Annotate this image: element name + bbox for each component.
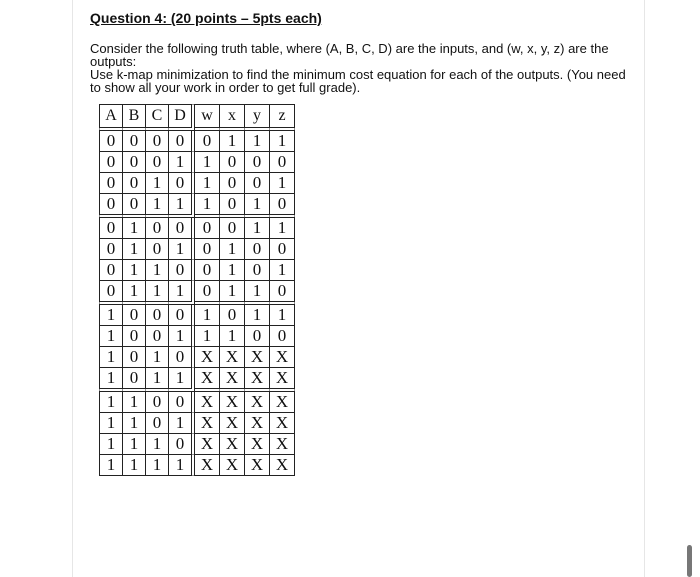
cell-b: 1 [123,413,146,434]
cell-b: 0 [123,152,146,173]
cell-c: 1 [146,260,169,281]
cell-c: 1 [146,194,169,218]
cell-x: X [220,434,245,455]
cell-x: 1 [220,260,245,281]
cell-x: 0 [220,194,245,218]
cell-x: X [220,392,245,413]
cell-z: 0 [270,239,295,260]
cell-b: 0 [123,368,146,392]
scrollbar-thumb[interactable] [687,545,692,577]
question-prompt [90,42,630,94]
header-z: z [270,104,295,131]
table-row [99,455,295,476]
cell-c: 1 [146,434,169,455]
cell-c: 0 [146,392,169,413]
cell-x: 0 [220,152,245,173]
cell-y: X [245,368,270,392]
cell-b: 0 [123,347,146,368]
header-x: x [220,104,245,131]
cell-z: 0 [270,152,295,173]
cell-a: 0 [99,281,123,305]
cell-w: X [195,455,220,476]
cell-z: X [270,347,295,368]
cell-z: X [270,434,295,455]
cell-c: 1 [146,281,169,305]
cell-c: 0 [146,305,169,326]
cell-y: 0 [245,239,270,260]
table-row [99,218,295,239]
cell-y: X [245,455,270,476]
cell-c: 0 [146,152,169,173]
cell-d: 1 [169,413,195,434]
cell-w: 1 [195,305,220,326]
cell-b: 0 [123,194,146,218]
cell-z: 1 [270,260,295,281]
cell-z: 1 [270,305,295,326]
cell-a: 0 [99,194,123,218]
cell-z: X [270,413,295,434]
cell-w: 0 [195,281,220,305]
cell-a: 1 [99,455,123,476]
cell-a: 1 [99,434,123,455]
cell-w: X [195,368,220,392]
cell-z: 0 [270,281,295,305]
table-row [99,326,295,347]
cell-d: 0 [169,260,195,281]
cell-d: 1 [169,368,195,392]
table-row [99,173,295,194]
cell-z: 1 [270,131,295,152]
cell-y: X [245,434,270,455]
table-row [99,194,295,218]
cell-c: 0 [146,326,169,347]
cell-x: 1 [220,239,245,260]
cell-x: X [220,347,245,368]
table-row [99,152,295,173]
cell-b: 1 [123,239,146,260]
table-row [99,260,295,281]
cell-d: 0 [169,173,195,194]
table-row [99,239,295,260]
cell-x: 0 [220,173,245,194]
cell-w: X [195,413,220,434]
table-row [99,347,295,368]
header-d: D [169,104,195,131]
header-c: C [146,104,169,131]
cell-b: 0 [123,305,146,326]
header-a: A [99,104,123,131]
cell-d: 0 [169,305,195,326]
cell-b: 1 [123,392,146,413]
cell-d: 0 [169,131,195,152]
cell-w: 1 [195,194,220,218]
cell-d: 1 [169,455,195,476]
cell-z: 1 [270,173,295,194]
cell-w: 0 [195,260,220,281]
question-title: Question 4: (20 points – 5pts each) [90,10,322,26]
cell-a: 1 [99,347,123,368]
cell-c: 0 [146,131,169,152]
table-header-row [99,104,295,131]
table-body [99,131,295,476]
prompt-line-2: Use k-map minimization to find the minimum cost equation for each of the outputs. (You need to show all your work in order to get full grade). [90,67,626,95]
cell-w: X [195,347,220,368]
cell-y: X [245,392,270,413]
cell-c: 0 [146,239,169,260]
cell-d: 1 [169,281,195,305]
table-row [99,368,295,392]
cell-b: 1 [123,281,146,305]
cell-c: 1 [146,455,169,476]
cell-x: 0 [220,305,245,326]
cell-x: 1 [220,281,245,305]
cell-z: X [270,392,295,413]
cell-b: 1 [123,455,146,476]
truth-table [99,104,295,476]
cell-c: 1 [146,347,169,368]
cell-w: 0 [195,131,220,152]
cell-x: 1 [220,131,245,152]
cell-a: 1 [99,392,123,413]
table-row [99,281,295,305]
cell-y: 1 [245,305,270,326]
table-row [99,131,295,152]
cell-b: 1 [123,434,146,455]
cell-x: X [220,413,245,434]
header-w: w [195,104,220,131]
cell-y: 0 [245,152,270,173]
cell-x: 1 [220,326,245,347]
cell-b: 1 [123,260,146,281]
cell-w: 1 [195,152,220,173]
cell-y: 1 [245,194,270,218]
cell-a: 1 [99,305,123,326]
cell-z: 1 [270,218,295,239]
cell-b: 1 [123,218,146,239]
cell-y: X [245,347,270,368]
header-b: B [123,104,146,131]
cell-a: 0 [99,260,123,281]
cell-d: 0 [169,392,195,413]
cell-c: 1 [146,173,169,194]
cell-z: 0 [270,194,295,218]
cell-a: 1 [99,326,123,347]
cell-d: 0 [169,434,195,455]
cell-d: 1 [169,239,195,260]
cell-a: 0 [99,239,123,260]
cell-w: 0 [195,239,220,260]
cell-c: 0 [146,413,169,434]
cell-a: 0 [99,131,123,152]
cell-x: X [220,368,245,392]
cell-x: 0 [220,218,245,239]
cell-w: X [195,434,220,455]
cell-d: 0 [169,218,195,239]
cell-d: 1 [169,194,195,218]
cell-w: 1 [195,326,220,347]
table-row [99,392,295,413]
cell-b: 0 [123,173,146,194]
cell-z: X [270,368,295,392]
cell-w: 0 [195,218,220,239]
cell-a: 0 [99,218,123,239]
prompt-line-1: Consider the following truth table, where (A, B, C, D) are the inputs, and (w, x, y, z) are the outputs: [90,41,609,69]
cell-a: 1 [99,368,123,392]
cell-y: 0 [245,260,270,281]
cell-a: 0 [99,152,123,173]
cell-y: 1 [245,281,270,305]
cell-y: 1 [245,218,270,239]
table-row [99,434,295,455]
header-y: y [245,104,270,131]
cell-b: 0 [123,131,146,152]
cell-y: 0 [245,173,270,194]
cell-c: 1 [146,368,169,392]
cell-z: X [270,455,295,476]
cell-a: 0 [99,173,123,194]
cell-b: 0 [123,326,146,347]
cell-y: X [245,413,270,434]
cell-d: 0 [169,347,195,368]
cell-x: X [220,455,245,476]
cell-d: 1 [169,326,195,347]
cell-d: 1 [169,152,195,173]
cell-z: 0 [270,326,295,347]
cell-y: 0 [245,326,270,347]
cell-c: 0 [146,218,169,239]
cell-y: 1 [245,131,270,152]
cell-a: 1 [99,413,123,434]
cell-w: 1 [195,173,220,194]
cell-w: X [195,392,220,413]
table-row [99,413,295,434]
table-row [99,305,295,326]
